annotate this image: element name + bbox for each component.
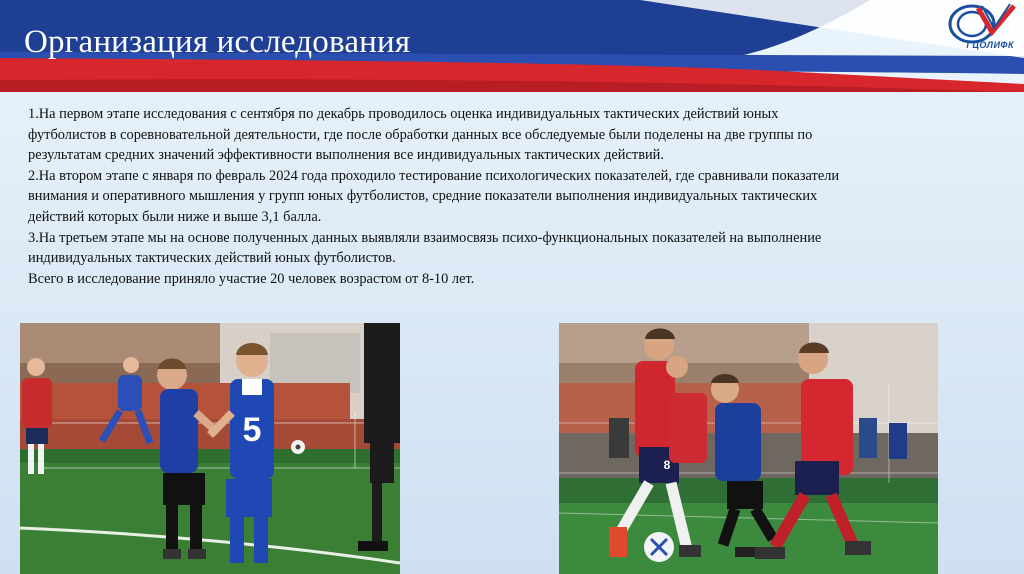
paragraph-stage-1: 1.На первом этапе исследования с сентября по декабрь проводилось оценка индивидуальных тактических действий юных футболистов в соревновательной деятельности, где после обработки данных все обследуемые были поделены на две группы по результатам средних значений эффективности выполнения все индивидуальных тактических действий.: [28, 106, 813, 164]
paragraph-stage-3: 3.На третьем этапе мы на основе полученных данных выявляли взаимосвязь психо-функциональных показателей на выполнение индивидуальных тактических действий юных футболистов.: [28, 229, 822, 267]
jersey-number-8: 8: [663, 458, 671, 472]
slide-body: [28, 104, 858, 289]
slide-title: Организация исследования: [24, 24, 411, 60]
jersey-number-5: 5: [242, 411, 262, 449]
paragraph-summary: Всего в исследование приняло участие 20 человек возрастом от 8-10 лет.: [28, 270, 475, 287]
logo-text: ГЦОЛИФК: [966, 40, 1014, 50]
paragraph-stage-2: 2.На втором этапе с января по февраль 2024 года проходило тестирование психологических показателей, где сравнивали показатели внимания и оперативного мышления у групп юных футболистов, средние показатели выполнения индивидуальных тактических действий которых были ниже и выше 3,1 балла.: [28, 167, 840, 225]
photo-ball-contest: [559, 323, 938, 574]
photo-handshake: [20, 323, 400, 574]
